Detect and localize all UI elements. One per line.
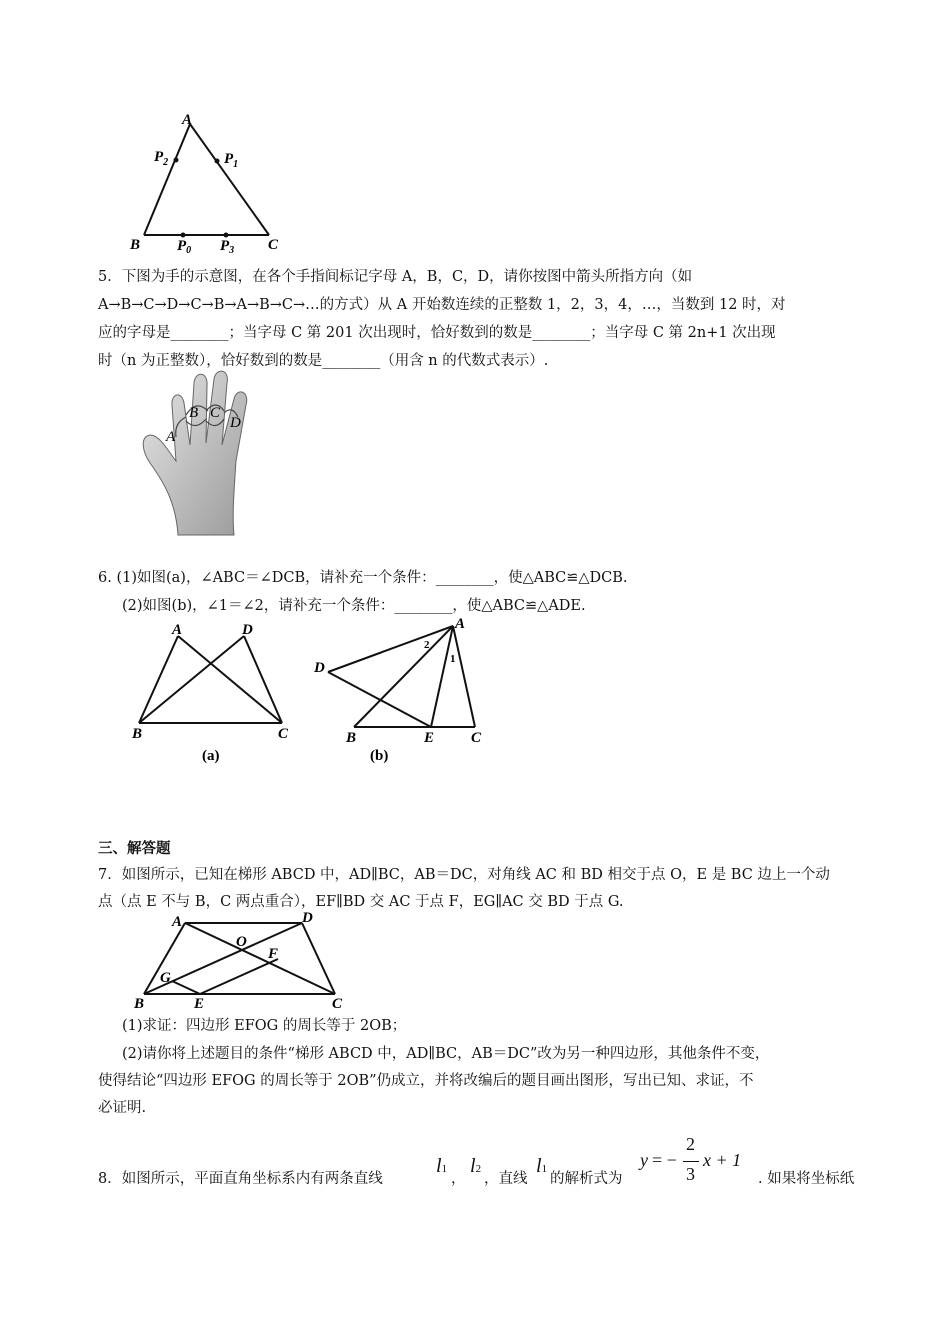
label-P0: $P_0$	[177, 238, 192, 255]
q7-part2-line3: 必证明.	[98, 1100, 147, 1116]
trap-label-A: A	[172, 914, 183, 930]
hand-label-C: C	[210, 405, 221, 421]
fig-a-label-C: C	[278, 726, 289, 742]
q7-line1: 7．如图所示，已知在梯形 ABCD 中，AD∥BC，AB＝DC，对角线 AC 和 BD 相交于点 O，E 是 BC 边上一个动	[98, 867, 830, 883]
hand-label-A: A	[166, 429, 176, 445]
q6-line1: 6. (1)如图(a)，∠ABC＝∠DCB，请补充一个条件：________，使△ABC≌△DCB.	[98, 570, 628, 586]
fig-a-label-D: D	[242, 622, 253, 638]
q7-part2-line1: (2)请你将上述题目的条件“梯形 ABCD 中，AD∥BC，AB＝DC”改为另一种四边形，其他条件不变，	[122, 1046, 770, 1062]
fig-b-label-C: C	[471, 730, 482, 746]
formula-y: y	[640, 1150, 648, 1170]
fig-b-label-D: D	[314, 660, 325, 676]
formula-eq: = −	[652, 1150, 677, 1170]
q8-text-d: . 如果将坐标纸	[758, 1171, 855, 1187]
trap-label-G: G	[160, 970, 171, 986]
trapezoid-figure	[130, 908, 355, 1010]
fig-b-label-E: E	[424, 730, 435, 746]
q5-line4: 时（n 为正整数），恰好数到的数是________（用含 n 的代数式表示）.	[98, 353, 549, 369]
fig-b-label-A: A	[455, 616, 466, 632]
q7-line2: 点（点 E 不与 B，C 两点重合），EF∥BD 交 AC 于点 F，EG∥AC 交 BD 于点 G.	[98, 894, 624, 910]
hand-label-D: D	[230, 415, 241, 431]
q8-text-b: ，直线	[484, 1171, 528, 1187]
fig-b-angle-2: 2	[424, 639, 430, 651]
fig-b-angle-1: 1	[450, 653, 456, 665]
q8-l1-a: l1	[436, 1155, 448, 1177]
trap-label-B: B	[134, 996, 145, 1010]
fig-a-caption: (a)	[202, 748, 220, 764]
trap-label-D: D	[302, 910, 313, 926]
fig-b-label-B: B	[346, 730, 357, 746]
formula-denominator: 3	[686, 1164, 695, 1184]
q7-part2-line2: 使得结论“四边形 EFOG 的周长等于 2OB”仍成立，并将改编后的题目画出图形，写出已知、求证，不	[98, 1073, 754, 1089]
q5-line1: 5．下图为手的示意图，在各个手指间标记字母 A，B，C，D，请你按图中箭头所指方向（如	[98, 269, 693, 285]
label-C: C	[268, 237, 279, 253]
label-A: A	[182, 112, 193, 128]
trap-label-C: C	[332, 996, 343, 1010]
fig-a-label-A: A	[172, 622, 183, 638]
fig-a-label-B: B	[132, 726, 143, 742]
formula-tail: x + 1	[703, 1150, 742, 1170]
q8-l2: l2	[470, 1155, 482, 1177]
formula-numerator: 2	[686, 1134, 695, 1154]
trap-label-O: O	[236, 934, 247, 950]
q8-l1-b: l1	[536, 1155, 548, 1177]
section-heading: 三、解答题	[98, 841, 171, 857]
q5-line3: 应的字母是________；当字母 C 第 201 次出现时，恰好数到的数是________；当字母 C 第 2n+1 次出现	[98, 325, 776, 341]
q8-comma: ，	[451, 1171, 466, 1187]
q8-text-a: 8．如图所示，平面直角坐标系内有两条直线	[98, 1171, 383, 1187]
q8-text-c: 的解析式为	[550, 1171, 623, 1187]
hand-figure	[138, 365, 268, 537]
figure-a	[128, 618, 303, 768]
trap-label-E: E	[194, 996, 205, 1010]
q7-part1: (1)求证：四边形 EFOG 的周长等于 2OB；	[122, 1018, 407, 1034]
label-P3: $P_3$	[220, 238, 235, 255]
q5-line2: A→B→C→D→C→B→A→B→C→…的方式）从 A 开始数连续的正整数 1，2，3，4，…，当数到 12 时，对	[98, 297, 786, 313]
label-B: B	[130, 237, 141, 253]
trap-label-F: F	[268, 946, 279, 962]
label-P1: $P_1$	[224, 151, 239, 170]
formula-fraction-bar	[683, 1161, 699, 1162]
hand-label-B: B	[189, 405, 199, 421]
triangle-figure	[128, 110, 288, 255]
q6-line2: (2)如图(b)，∠1＝∠2，请补充一个条件：________，使△ABC≌△ADE.	[122, 598, 586, 614]
fig-b-caption: (b)	[370, 748, 389, 764]
label-P2: $P_2$	[154, 149, 169, 168]
figure-b	[308, 612, 498, 768]
